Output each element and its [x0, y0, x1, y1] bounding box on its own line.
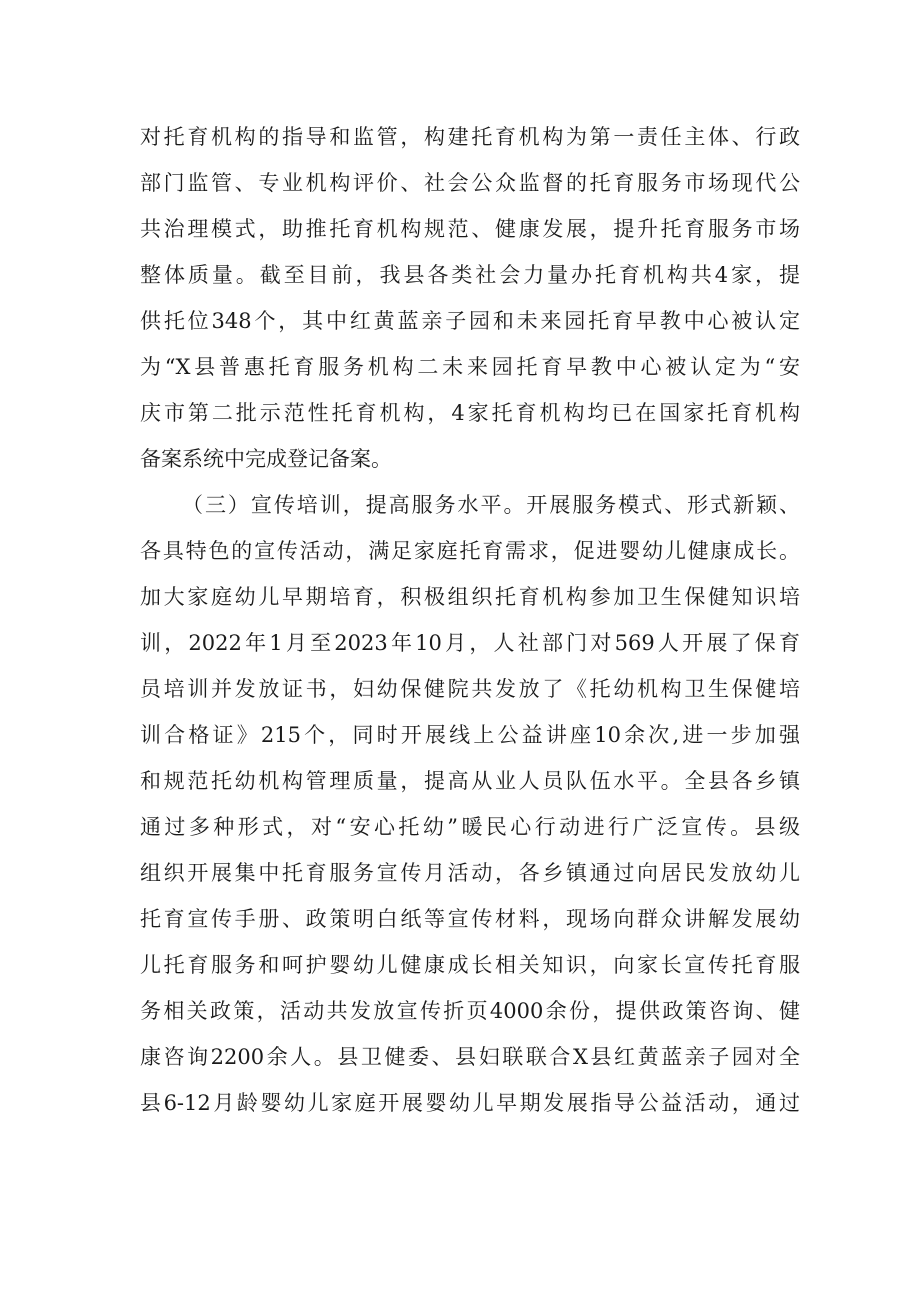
text-line: 通过多种形式，对“安心托幼”暖民心行动进行广泛宣传。县级 [140, 815, 800, 839]
text-line: 儿托育服务和呵护婴幼儿健康成长相关知识，向家长宣传托育服 [140, 953, 800, 977]
text-line: 各具特色的宣传活动，满足家庭托育需求，促进婴幼儿健康成长。 [140, 539, 800, 563]
text-line: 整体质量。截至目前，我县各类社会力量办托育机构共4家，提 [140, 263, 800, 287]
text-line: 康咨询2200余人。县卫健委、县妇联联合X县红黄蓝亲子园对全 [140, 1045, 800, 1069]
text-line: 备案系统中完成登记备案。 [140, 447, 392, 471]
body-text [140, 114, 800, 1126]
text-line: 训合格证》215个，同时开展线上公益讲座10余次,进一步加强 [140, 723, 800, 747]
text-line: 庆市第二批示范性托育机构，4家托育机构均已在国家托育机构 [140, 401, 800, 425]
text-line: 员培训并发放证书，妇幼保健院共发放了《托幼机构卫生保健培 [140, 677, 800, 701]
text-line: 务相关政策，活动共发放宣传折页4000余份，提供政策咨询、健 [140, 999, 800, 1023]
section-heading-line: （三）宣传培训，提高服务水平。开展服务模式、形式新颖、 [182, 493, 800, 517]
text-line: 共治理模式，助推托育机构规范、健康发展，提升托育服务市场 [140, 217, 800, 241]
text-line: 和规范托幼机构管理质量，提高从业人员队伍水平。全县各乡镇 [140, 769, 800, 793]
text-line: 训，2022年1月至2023年10月，人社部门对569人开展了保育 [140, 631, 800, 655]
text-line: 对托育机构的指导和监管，构建托育机构为第一责任主体、行政 [140, 125, 800, 149]
text-line: 县6-12月龄婴幼儿家庭开展婴幼儿早期发展指导公益活动，通过 [140, 1091, 800, 1115]
text-line: 加大家庭幼儿早期培育，积极组织托育机构参加卫生保健知识培 [140, 585, 800, 609]
text-line: 为“X县普惠托育服务机构二未来园托育早教中心被认定为“安 [140, 355, 800, 379]
text-line: 托育宣传手册、政策明白纸等宣传材料，现场向群众讲解发展幼 [140, 907, 800, 931]
text-line: 供托位348个，其中红黄蓝亲子园和未来园托育早教中心被认定 [140, 309, 800, 333]
text-line: 组织开展集中托育服务宣传月活动，各乡镇通过向居民发放幼儿 [140, 861, 800, 885]
text-line: 部门监管、专业机构评价、社会公众监督的托育服务市场现代公 [140, 171, 800, 195]
